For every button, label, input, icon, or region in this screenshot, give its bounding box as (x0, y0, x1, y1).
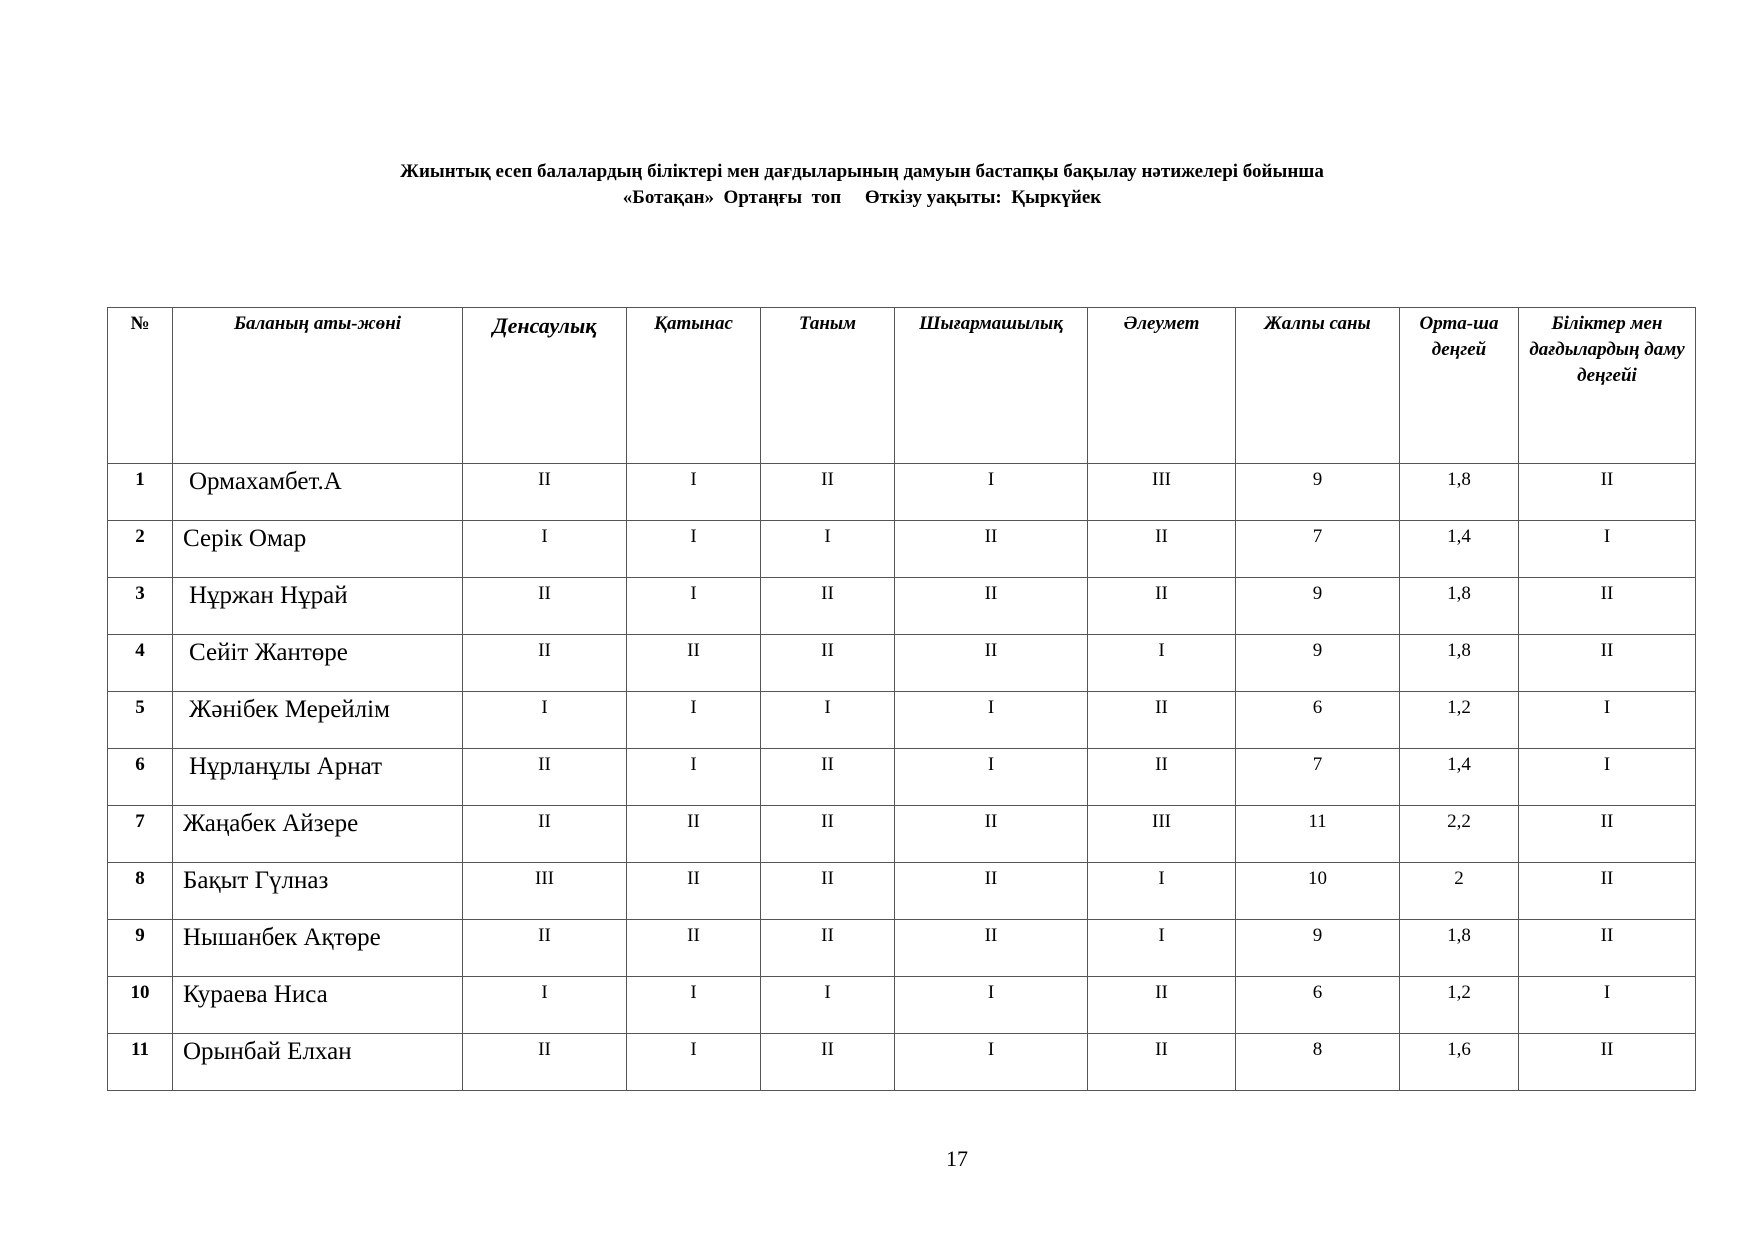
creativity-score: I (895, 977, 1088, 1034)
creativity-score: II (895, 806, 1088, 863)
table-row (108, 635, 1696, 692)
group-and-period: «Ботақан» Ортаңғы топ Өткізу уақыты: Қыркүйек (622, 187, 1102, 208)
creativity-score: II (895, 635, 1088, 692)
header-total: Жалпы саны (1236, 308, 1400, 464)
social-score: I (1088, 863, 1236, 920)
total-score: 7 (1236, 521, 1400, 578)
row-number: 9 (108, 920, 173, 977)
social-score: III (1088, 464, 1236, 521)
child-name: Сейіт Жантөре (173, 635, 463, 692)
health-score: I (463, 521, 627, 578)
creativity-score: I (895, 692, 1088, 749)
header-social: Әлеумет (1088, 308, 1236, 464)
skill-level: I (1519, 521, 1696, 578)
average-score: 2 (1400, 863, 1519, 920)
cognition-score: II (761, 749, 895, 806)
communication-score: I (627, 578, 761, 635)
communication-score: I (627, 1034, 761, 1091)
average-score: 1,4 (1400, 749, 1519, 806)
row-number: 8 (108, 863, 173, 920)
cognition-score: II (761, 863, 895, 920)
skill-level: I (1519, 749, 1696, 806)
row-number: 2 (108, 521, 173, 578)
average-score: 1,8 (1400, 578, 1519, 635)
skill-level: II (1519, 578, 1696, 635)
child-name: Бақыт Гүлназ (173, 863, 463, 920)
child-name: Серік Омар (173, 521, 463, 578)
header-cognition: Таным (761, 308, 895, 464)
social-score: II (1088, 749, 1236, 806)
health-score: II (463, 635, 627, 692)
health-score: I (463, 692, 627, 749)
skill-level: II (1519, 635, 1696, 692)
table-row (108, 920, 1696, 977)
communication-score: II (627, 863, 761, 920)
social-score: II (1088, 977, 1236, 1034)
communication-score: II (627, 635, 761, 692)
report-title: Жиынтық есеп балалардың біліктері мен дағдыларының дамуын бастапқы бақылау нәтижелері бойынша (400, 161, 1324, 182)
social-score: I (1088, 635, 1236, 692)
child-name: Ормахамбет.А (173, 464, 463, 521)
health-score: II (463, 749, 627, 806)
total-score: 6 (1236, 977, 1400, 1034)
social-score: II (1088, 692, 1236, 749)
communication-score: II (627, 920, 761, 977)
cognition-score: II (761, 920, 895, 977)
social-score: I (1088, 920, 1236, 977)
header-health: Денсаулық (463, 308, 627, 464)
row-number: 11 (108, 1034, 173, 1091)
health-score: III (463, 863, 627, 920)
row-number: 6 (108, 749, 173, 806)
total-score: 10 (1236, 863, 1400, 920)
average-score: 1,2 (1400, 977, 1519, 1034)
page-number: 17 (946, 1146, 968, 1171)
skill-level: II (1519, 1034, 1696, 1091)
header-average-level: Орта-ша деңгей (1400, 308, 1519, 464)
total-score: 8 (1236, 1034, 1400, 1091)
cognition-score: I (761, 521, 895, 578)
communication-score: I (627, 749, 761, 806)
cognition-score: II (761, 1034, 895, 1091)
social-score: III (1088, 806, 1236, 863)
row-number: 7 (108, 806, 173, 863)
average-score: 1,2 (1400, 692, 1519, 749)
health-score: II (463, 920, 627, 977)
health-score: II (463, 578, 627, 635)
total-score: 9 (1236, 920, 1400, 977)
header-child-name: Баланың аты-жөні (173, 308, 463, 464)
communication-score: I (627, 521, 761, 578)
average-score: 1,6 (1400, 1034, 1519, 1091)
table-row (108, 464, 1696, 521)
average-score: 1,8 (1400, 635, 1519, 692)
cognition-score: II (761, 578, 895, 635)
creativity-score: II (895, 863, 1088, 920)
assessment-table (107, 307, 1696, 1091)
creativity-score: I (895, 464, 1088, 521)
child-name: Жәнібек Мерейлім (173, 692, 463, 749)
row-number: 4 (108, 635, 173, 692)
creativity-score: I (895, 749, 1088, 806)
skill-level: II (1519, 464, 1696, 521)
cognition-score: I (761, 977, 895, 1034)
skill-level: I (1519, 692, 1696, 749)
social-score: II (1088, 578, 1236, 635)
total-score: 6 (1236, 692, 1400, 749)
row-number: 10 (108, 977, 173, 1034)
health-score: II (463, 1034, 627, 1091)
header-creativity: Шығармашылық (895, 308, 1088, 464)
table-row (108, 521, 1696, 578)
skill-level: I (1519, 977, 1696, 1034)
communication-score: II (627, 806, 761, 863)
total-score: 7 (1236, 749, 1400, 806)
creativity-score: II (895, 920, 1088, 977)
total-score: 9 (1236, 578, 1400, 635)
communication-score: I (627, 464, 761, 521)
skill-level: II (1519, 920, 1696, 977)
header-communication: Қатынас (627, 308, 761, 464)
table-row (108, 749, 1696, 806)
average-score: 2,2 (1400, 806, 1519, 863)
child-name: Нұрланұлы Арнат (173, 749, 463, 806)
cognition-score: II (761, 464, 895, 521)
child-name: Орынбай Елхан (173, 1034, 463, 1091)
social-score: II (1088, 521, 1236, 578)
social-score: II (1088, 1034, 1236, 1091)
table-row (108, 977, 1696, 1034)
table-row (108, 1034, 1696, 1091)
report-subtitle (0, 186, 1724, 210)
header-skill-level: Біліктер мен дағдылардың даму деңгейі (1519, 308, 1696, 464)
table-header-row (108, 308, 1696, 464)
creativity-score: I (895, 1034, 1088, 1091)
skill-level: II (1519, 863, 1696, 920)
child-name: Нышанбек Ақтөре (173, 920, 463, 977)
table-row (108, 692, 1696, 749)
cognition-score: II (761, 806, 895, 863)
health-score: II (463, 464, 627, 521)
health-score: I (463, 977, 627, 1034)
child-name: Нұржан Нұрай (173, 578, 463, 635)
row-number: 1 (108, 464, 173, 521)
total-score: 9 (1236, 635, 1400, 692)
communication-score: I (627, 692, 761, 749)
row-number: 3 (108, 578, 173, 635)
row-number: 5 (108, 692, 173, 749)
creativity-score: II (895, 578, 1088, 635)
total-score: 11 (1236, 806, 1400, 863)
cognition-score: II (761, 635, 895, 692)
skill-level: II (1519, 806, 1696, 863)
table-row (108, 578, 1696, 635)
average-score: 1,8 (1400, 464, 1519, 521)
cognition-score: I (761, 692, 895, 749)
average-score: 1,4 (1400, 521, 1519, 578)
header-number: № (108, 308, 173, 464)
table-row (108, 806, 1696, 863)
creativity-score: II (895, 521, 1088, 578)
communication-score: I (627, 977, 761, 1034)
health-score: II (463, 806, 627, 863)
child-name: Кураева Ниса (173, 977, 463, 1034)
average-score: 1,8 (1400, 920, 1519, 977)
total-score: 9 (1236, 464, 1400, 521)
table-row (108, 863, 1696, 920)
child-name: Жаңабек Айзере (173, 806, 463, 863)
